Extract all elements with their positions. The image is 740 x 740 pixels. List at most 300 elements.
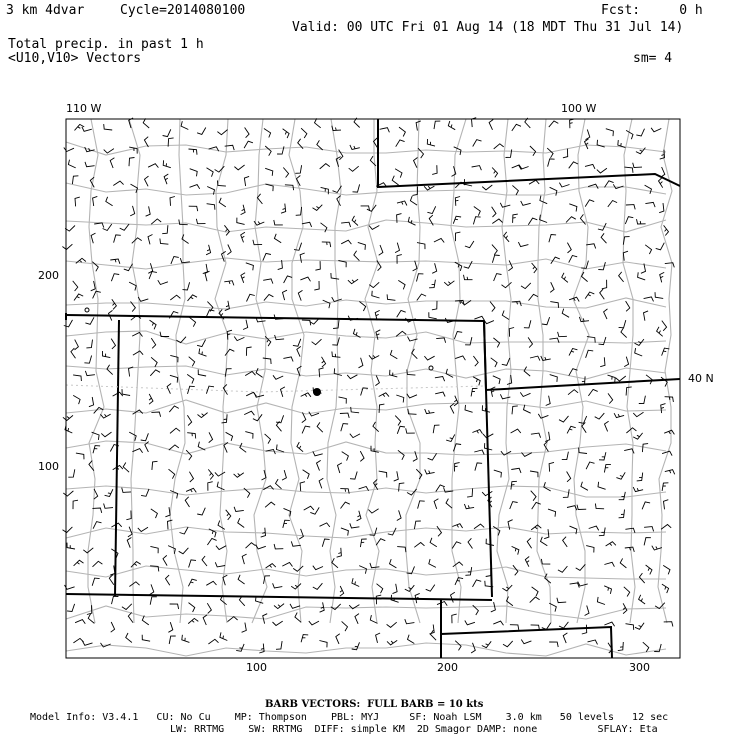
wind-barb [397,310,406,317]
wind-barb [532,587,539,596]
wind-barb [437,602,447,606]
wind-barb [427,206,435,213]
wind-barb [586,244,596,249]
wind-barb [432,301,437,310]
wind-barb [341,240,351,244]
wind-barb [63,527,73,533]
wind-barb [224,225,229,235]
wind-barb [104,149,114,154]
wind-barb [503,641,513,647]
state-border [66,594,492,600]
wind-barb [430,538,437,547]
latitude-line [66,385,484,392]
wind-barb [150,320,157,329]
wind-barb [209,432,213,442]
wind-barb [625,217,633,224]
wind-barb [293,339,301,346]
wind-barb [494,470,502,477]
wind-barb [467,488,473,497]
wind-barb [473,140,482,147]
wind-barb [661,167,665,177]
wind-barb [244,141,253,148]
wind-barb [131,184,138,193]
wind-barb [332,558,338,568]
wind-barb [313,566,323,570]
wind-barb [85,371,95,376]
wind-barb [240,443,246,452]
wind-barb [614,413,624,417]
wind-barb [265,168,273,176]
wind-barb [319,641,327,648]
lon-label-110w: 110 W [66,102,102,115]
county-border [88,119,104,623]
wind-barb [492,255,499,263]
county-border [365,119,379,623]
wind-barb [145,176,149,186]
wind-barb [491,358,497,367]
wind-barb [169,406,179,412]
wind-barb [417,274,424,282]
wind-barb [398,450,404,460]
wind-barb [511,429,521,433]
wind-barb [626,205,635,210]
wind-barb [163,129,171,136]
wind-barb [585,164,595,169]
wind-barb [207,603,211,613]
wind-barb [491,387,496,397]
wind-barb [122,604,132,610]
wind-barb [434,499,438,509]
wind-barb [431,630,437,640]
wind-barb [424,356,434,360]
wind-barb [167,384,171,394]
wind-barb [75,197,80,206]
wind-barb [281,204,286,214]
wind-barb [563,633,567,643]
wind-barb [187,415,191,425]
wind-barb [512,546,519,554]
wind-barb [550,282,554,292]
wind-barb [304,506,314,510]
wind-barb [283,290,288,300]
wind-barb [303,470,310,479]
wind-barb [263,253,271,260]
county-border [289,119,304,623]
wind-barb [472,166,482,171]
wind-barb [185,497,189,507]
county-border [573,119,589,623]
wind-barb [151,412,160,417]
wind-barb [217,130,227,135]
wind-barb [132,238,142,244]
wind-barb [350,434,360,438]
wind-barb [546,396,551,406]
wind-barb [75,340,79,350]
wind-barb [234,337,244,341]
city-marker-denver [313,388,321,396]
wind-barb [597,597,605,605]
wind-barb [387,622,397,627]
wind-barb [339,150,343,160]
wind-barb [73,638,83,643]
wind-barb [588,389,597,396]
wind-barb [84,356,91,364]
wind-barb [266,564,276,568]
wind-barb [576,564,586,570]
wind-barb [455,197,460,206]
wind-barb [454,396,458,406]
wind-barb [559,183,569,187]
wind-barb [89,397,94,407]
county-border [66,183,666,195]
wind-barb [541,356,551,361]
wind-barb [417,294,426,301]
wind-barb [472,430,482,434]
wind-barb [644,527,654,532]
wind-barb [114,235,121,243]
wind-barb [64,320,73,327]
wind-barb [341,502,350,508]
wind-barb [405,585,415,591]
wind-barb [283,168,288,178]
wind-barb [376,330,380,340]
wind-barb [429,559,436,567]
wind-barb [273,621,283,625]
wind-barb [408,217,415,225]
wind-barb [482,641,491,647]
wind-barb [633,433,642,439]
wind-barb [387,294,395,300]
wind-barb [291,584,301,590]
wind-barb [474,450,484,455]
wind-barb [297,346,301,356]
wind-barb [484,320,494,324]
wind-barb [618,642,624,651]
wind-barb [158,280,168,284]
wind-barb [582,422,586,432]
wind-barb [604,586,611,594]
wind-barb [104,504,113,509]
wind-barb [333,320,339,329]
wind-barb [456,232,461,241]
wind-barb [619,492,626,500]
wind-barb [492,168,498,178]
wind-barb [354,251,360,261]
wind-barb [370,563,380,568]
wind-barb [277,146,284,154]
wind-barb [377,584,383,594]
wind-barb [416,469,422,479]
wind-barb [199,349,207,357]
wind-barb [390,350,397,359]
wind-barb [410,196,417,205]
wind-barb [111,622,115,632]
wind-barb [436,338,445,343]
wind-barb [538,414,548,418]
lon-label-100w: 100 W [561,102,597,115]
wind-barb [635,623,644,630]
wind-barb [265,434,271,444]
wind-barb [138,527,148,531]
wind-barb [243,320,248,330]
wind-barb [448,121,455,130]
wind-barb [309,621,319,625]
wind-barb [111,339,115,349]
wind-barb [317,460,321,470]
wind-barb [521,283,531,289]
wind-barb [646,565,652,574]
wind-barb [529,294,538,300]
wind-barb [189,317,195,326]
wind-barb [166,575,170,585]
wind-barb [297,442,303,452]
wind-barb [190,169,198,177]
wind-barb [437,526,442,536]
wind-barb [206,245,211,255]
wind-barb [64,148,74,152]
wind-barb [170,604,179,609]
wind-barb [512,185,518,195]
wind-barb [510,625,519,630]
wind-barb [406,428,415,433]
wind-barb [504,232,509,242]
wind-barb [226,510,231,520]
wind-barb [320,164,330,169]
wind-barb [521,640,531,644]
wind-barb [169,636,176,644]
wind-barb [569,162,578,169]
wind-barb [247,294,255,301]
wind-barb [376,633,381,643]
wind-barb [531,491,536,501]
wind-barb [339,397,347,404]
wind-barb [122,389,130,395]
wind-barb [396,395,404,403]
wind-barb [342,452,349,461]
wind-barb [107,365,113,375]
wind-barb [72,176,78,184]
wind-barb [662,483,668,491]
wind-barb [274,220,283,225]
wind-barb [149,394,153,404]
wind-barb [620,558,626,568]
wind-barb [578,582,588,586]
wind-barb [454,332,462,340]
wind-barb [550,375,558,382]
wind-barb [380,128,390,133]
field-title-precip: Total precip. in past 1 h [8,37,204,52]
wind-barb [664,225,669,235]
wind-barb [298,290,302,300]
wind-barb [337,548,342,557]
wind-barb [208,469,213,479]
map-frame [66,119,680,658]
wind-barb [414,521,420,529]
wind-barb [604,562,614,566]
wind-barb [197,508,205,515]
wind-barb [322,357,326,367]
wind-barb [189,472,193,482]
wind-barb [493,621,503,625]
wind-barb [242,554,246,564]
wind-barb [141,489,149,496]
wind-barb [170,491,177,499]
wind-barb [263,358,271,364]
wind-barb [425,409,435,414]
wind-barb [665,263,675,268]
wind-barb [315,261,320,270]
wind-barb [336,634,340,644]
wind-barb [141,433,149,441]
wind-barb [244,411,254,415]
wind-barb [129,147,137,154]
wind-barb [299,529,303,539]
wind-barb [530,471,538,477]
wind-barb [664,500,669,510]
wind-barb [151,219,161,224]
wind-barb [494,274,502,281]
wind-barb [490,302,495,312]
wind-barb [186,450,192,460]
county-border [66,441,666,455]
wind-barb [586,130,590,140]
wind-barb [639,396,646,404]
wind-barb [341,222,351,227]
wind-barb [273,375,283,379]
wind-barb [511,468,521,473]
wind-barb [542,317,550,325]
wind-barb [332,337,339,345]
wind-barb [282,563,292,567]
wind-barb [313,205,323,211]
wind-barb [471,388,477,396]
wind-barb [549,462,554,471]
wind-barb [398,280,405,289]
wind-barb [644,311,649,321]
wind-barb [197,128,206,135]
wind-barb [132,333,142,337]
wind-barb [530,356,540,361]
wind-barb [474,524,484,529]
model-label: 3 km 4dvar [6,3,85,18]
wind-barb [644,538,651,546]
wind-barb [282,470,286,480]
wind-barb [276,641,282,649]
wind-barb [397,255,402,264]
wind-barb [446,499,452,509]
wind-barb [283,520,290,528]
wind-barb [206,581,216,585]
wind-barb [150,597,157,605]
wind-barb [434,239,444,243]
county-border [129,119,140,623]
x-tick-100: 100 [246,661,267,674]
wind-barb [222,414,228,423]
wind-barb [608,393,613,403]
wind-barb [393,584,398,594]
wind-barb [432,165,437,174]
wind-barb [387,640,397,645]
wind-barb [208,482,213,491]
wind-barb [341,424,348,432]
wind-barb [471,643,475,653]
wind-barb [562,452,569,460]
wind-barb [661,404,666,414]
wind-barb [606,129,614,136]
wind-barb [502,358,510,365]
lat-label-40n: 40 N [688,372,714,385]
wind-barb [570,119,575,128]
wind-barb [227,330,232,339]
barb-legend: BARB VECTORS: FULL BARB = 10 kts [265,699,484,710]
wind-barb [408,635,415,644]
smoothing-label: sm= 4 [633,51,673,66]
wind-barb [342,621,348,631]
wind-barb [567,426,576,433]
wind-barb [160,332,169,337]
wind-barb [68,469,75,477]
wind-barb [425,469,435,474]
wind-barb [169,469,175,479]
wind-barb [74,560,84,566]
wind-barb [93,522,101,529]
wind-barb [616,472,625,479]
wind-barb [482,185,492,190]
wind-barb [452,524,462,528]
wind-barb [525,557,529,567]
wind-barb [160,239,169,245]
wind-barb [126,511,131,520]
wind-barb [407,394,417,398]
wind-barb [317,422,323,432]
wind-barb [350,145,360,150]
wind-barb [508,260,512,270]
wind-barb [473,377,480,386]
wind-barb [414,543,424,548]
wind-barb [570,583,580,588]
wind-barb [446,434,455,441]
county-border [66,220,666,232]
wind-barb [293,566,303,571]
wind-barb [465,337,472,345]
wind-barb [502,311,509,320]
wind-barb [331,273,339,279]
wind-barb [527,538,531,548]
wind-barb [186,488,196,492]
wind-barb [492,207,496,217]
wind-barb [608,375,616,382]
wind-barb [635,348,643,356]
wind-barb [474,207,481,216]
wind-barb [87,605,92,614]
wind-barb [660,272,665,282]
wind-barb [67,604,75,612]
wind-barb [302,320,311,325]
wind-barb [75,620,85,624]
wind-barb [131,562,141,568]
wind-barb [662,584,669,593]
wind-barb [148,235,153,245]
wind-barb [74,294,83,301]
wind-barb [369,226,379,230]
wind-barb [455,356,465,360]
wind-barb [444,281,454,286]
wind-barb [170,428,180,433]
wind-barb [390,559,397,568]
wind-barb [323,300,330,308]
wind-barb [215,562,225,567]
wind-barb [112,596,119,604]
